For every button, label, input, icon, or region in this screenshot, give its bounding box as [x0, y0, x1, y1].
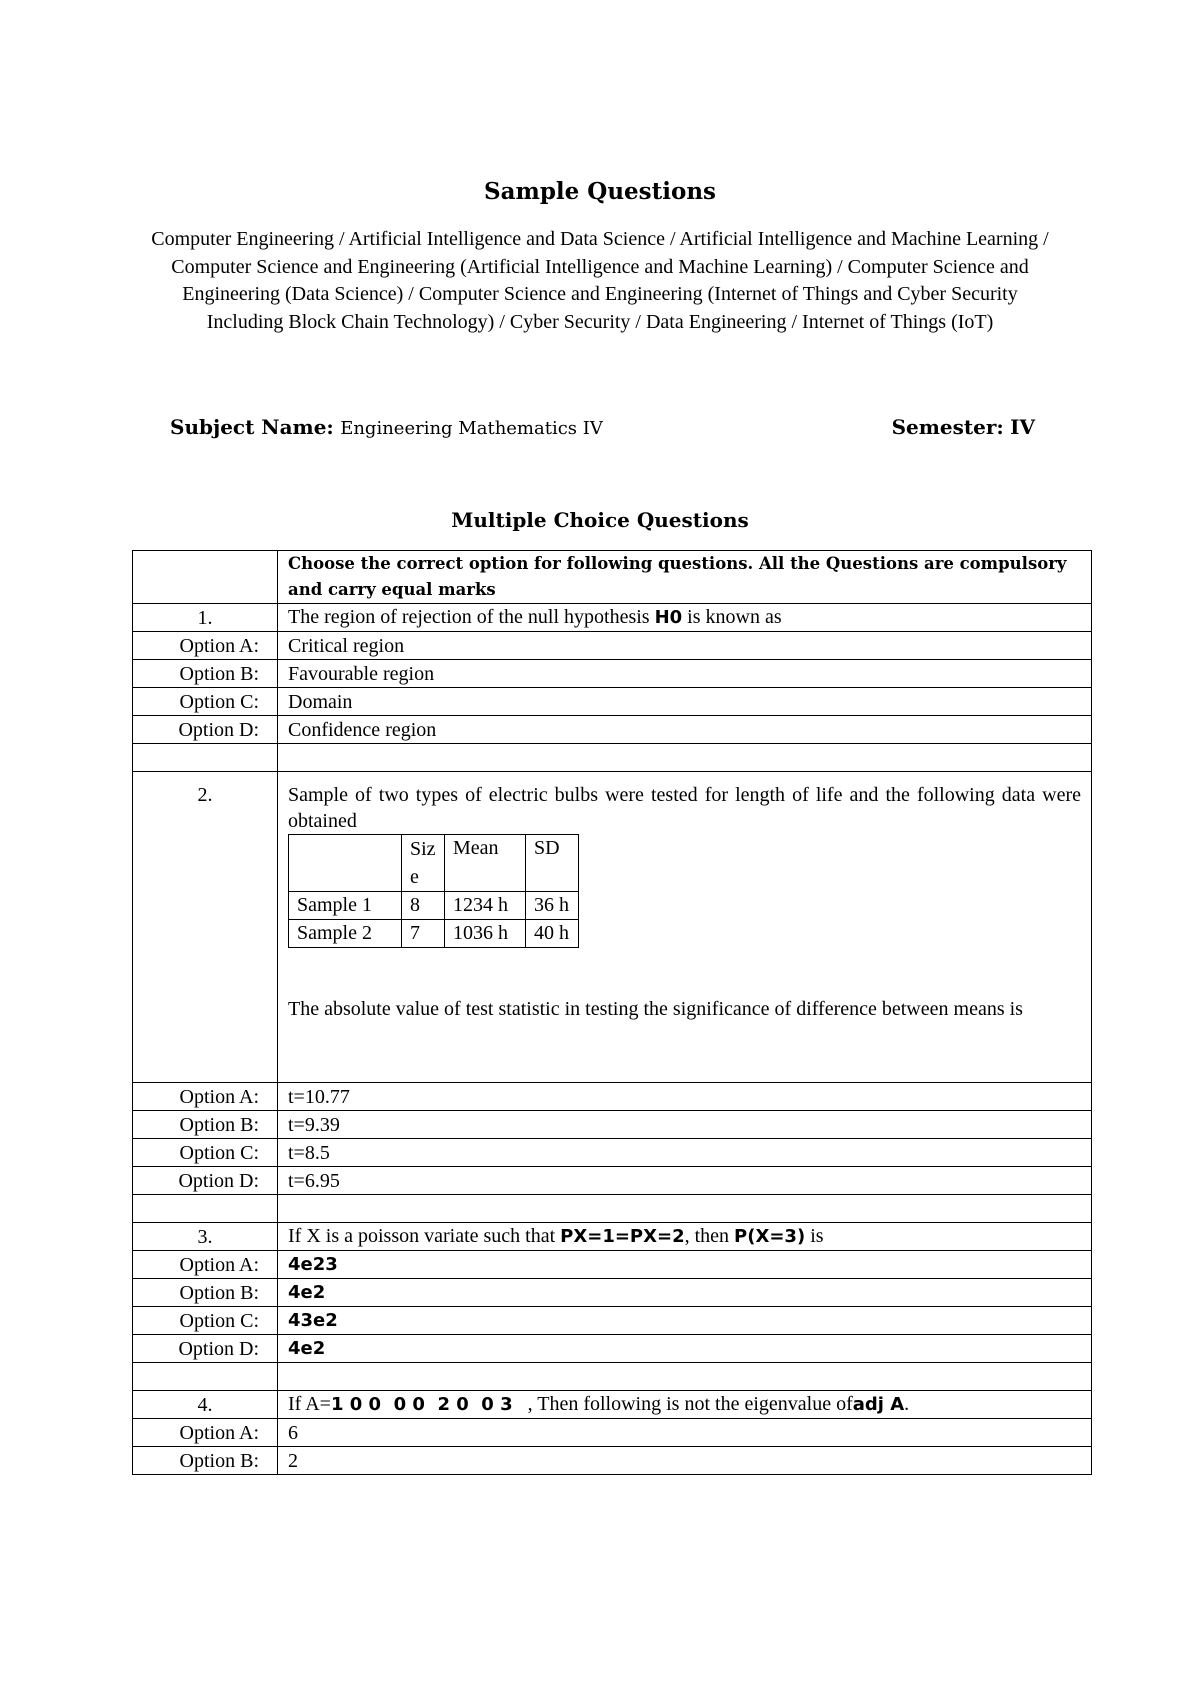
semester-label: Semester: [891, 415, 1004, 439]
data-table-cell: Siz e [402, 835, 445, 892]
instruction-text: Choose the correct option for following questions. All the Questions are compulsory and carry equal marks [278, 551, 1092, 604]
option-text: t=9.39 [278, 1111, 1092, 1139]
option-row [133, 1447, 1092, 1475]
mcq-table [132, 550, 1092, 1475]
option-row [133, 632, 1092, 660]
empty-cell [133, 1195, 278, 1223]
question-row [133, 604, 1092, 632]
option-row [133, 1111, 1092, 1139]
question-number: 4. [133, 1391, 278, 1419]
semester-value: IV [1010, 415, 1035, 439]
option-label: Option C: [133, 1139, 278, 1167]
math-expression: P(X=3) [734, 1226, 806, 1247]
data-table-cell: Sample 1 [289, 892, 402, 920]
option-text: 4e2 [278, 1279, 1092, 1307]
question-text-part: If A= [288, 1393, 331, 1415]
empty-cell [133, 1363, 278, 1391]
data-table-cell: 36 h [526, 892, 579, 920]
spacer-row [133, 1363, 1092, 1391]
empty-cell [133, 551, 278, 604]
question-paragraph: The absolute value of test statistic in testing the significance of difference between means is [288, 998, 1023, 1020]
spacer-row [133, 1195, 1092, 1223]
math-expression: PX=1=PX=2 [560, 1226, 685, 1247]
option-row [133, 688, 1092, 716]
option-label: Option B: [133, 1279, 278, 1307]
option-row [133, 1279, 1092, 1307]
option-label: Option A: [133, 1251, 278, 1279]
program-list: Computer Engineering / Artificial Intelligence and Data Science / Artificial Intelligence and Machine Learning / Computer Science and Engineering (Artificial Intelligence and Machine Learning) / Computer Science and Engineering (Data Science) / Computer Science and Engineering (Internet of Things and Cyber Security Including Block Chain Technology) / Cyber Security / Data Engineering / Internet of Things (IoT) [151, 228, 1049, 333]
subject-label: Subject Name: [170, 415, 334, 439]
question-text-part: , then [684, 1225, 735, 1247]
page-title: Sample Questions [483, 178, 717, 205]
option-row [133, 1139, 1092, 1167]
option-label: Option A: [133, 1419, 278, 1447]
data-table-cell: 1036 h [445, 920, 526, 948]
option-label: Option B: [133, 1111, 278, 1139]
question-text-part: , Then following is not the eigenvalue of [512, 1393, 853, 1415]
option-row [133, 1419, 1092, 1447]
math-expression: adj A [852, 1394, 905, 1415]
question-text-part: is [805, 1225, 824, 1247]
question-number: 3. [133, 1223, 278, 1251]
option-label: Option D: [133, 716, 278, 744]
subject-value: Engineering Mathematics IV [340, 418, 603, 439]
option-label: Option A: [133, 1083, 278, 1111]
data-table-header [289, 835, 579, 892]
question-row [133, 772, 1092, 1083]
data-table-cell: 1234 h [445, 892, 526, 920]
empty-cell [133, 744, 278, 772]
option-text: t=6.95 [278, 1167, 1092, 1195]
option-label: Option D: [133, 1167, 278, 1195]
section-heading: Multiple Choice Questions [451, 508, 749, 532]
option-text: Domain [278, 688, 1092, 716]
option-text: Favourable region [278, 660, 1092, 688]
option-text: 43e2 [278, 1307, 1092, 1335]
question-number: 1. [133, 604, 278, 632]
question-text-part: The region of rejection of the null hypothesis [288, 606, 655, 628]
data-table-cell: Mean [445, 835, 526, 892]
question-number: 2. [133, 772, 278, 1083]
option-text: t=10.77 [278, 1083, 1092, 1111]
semester [892, 415, 1035, 439]
data-table-cell: 8 [402, 892, 445, 920]
option-text: 2 [278, 1447, 1092, 1475]
option-row [133, 1307, 1092, 1335]
question-paragraph: Sample of two types of electric bulbs were tested for length of life and the following data were obtained [288, 784, 1081, 832]
question-row [133, 1223, 1092, 1251]
math-expression: H0 [654, 607, 683, 628]
option-text: t=8.5 [278, 1139, 1092, 1167]
subject-name [170, 415, 603, 439]
data-table-cell: Sample 2 [289, 920, 402, 948]
option-label: Option C: [133, 688, 278, 716]
data-table [288, 834, 579, 948]
option-label: Option B: [133, 660, 278, 688]
empty-cell [278, 1363, 1092, 1391]
empty-cell [278, 1195, 1092, 1223]
question-text-part: is known as [682, 606, 782, 628]
option-row [133, 1167, 1092, 1195]
option-row [133, 1335, 1092, 1363]
option-label: Option A: [133, 632, 278, 660]
option-label: Option B: [133, 1447, 278, 1475]
question-row [133, 1391, 1092, 1419]
question-text [278, 1391, 1092, 1419]
option-row [133, 660, 1092, 688]
question-text-part: . [904, 1393, 910, 1415]
option-text: 4e2 [278, 1335, 1092, 1363]
option-row [133, 716, 1092, 744]
option-label: Option D: [133, 1335, 278, 1363]
data-table-cell: 7 [402, 920, 445, 948]
question-text [278, 772, 1092, 1083]
option-text: 4e23 [278, 1251, 1092, 1279]
option-text: Critical region [278, 632, 1092, 660]
option-row [133, 1251, 1092, 1279]
data-table-cell [289, 835, 402, 892]
math-expression: 1 0 0 0 0 2 0 0 3 [330, 1394, 513, 1415]
question-text-part: If X is a poisson variate such that [288, 1225, 561, 1247]
data-table-cell: 40 h [526, 920, 579, 948]
question-text [278, 604, 1092, 632]
data-table-row [289, 892, 579, 920]
option-label: Option C: [133, 1307, 278, 1335]
empty-cell [278, 744, 1092, 772]
option-text: Confidence region [278, 716, 1092, 744]
instruction-row [133, 551, 1092, 604]
question-text [278, 1223, 1092, 1251]
data-table-cell: SD [526, 835, 579, 892]
spacer-row [133, 744, 1092, 772]
option-row [133, 1083, 1092, 1111]
data-table-row [289, 920, 579, 948]
option-text: 6 [278, 1419, 1092, 1447]
